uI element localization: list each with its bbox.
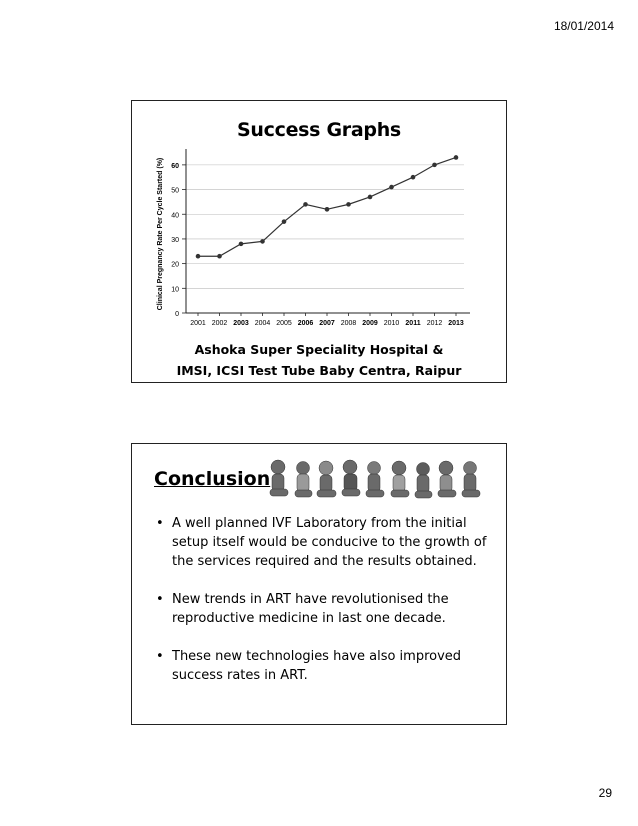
data-point — [303, 202, 308, 207]
x-tick-label: 2008 — [340, 320, 357, 327]
conclusion-bullet-list — [154, 514, 494, 704]
bullet-icon: • — [156, 592, 164, 607]
data-point — [217, 254, 222, 259]
data-point — [260, 239, 265, 244]
x-tick-label: 2003 — [233, 320, 249, 327]
bullet-text: A well planned IVF Laboratory from the initial setup itself would be conducive to the growth of the services required and the results obtained. — [172, 516, 487, 569]
x-tick-label: 2002 — [211, 320, 228, 327]
x-tick-label: 2007 — [319, 320, 335, 327]
bullet-icon: • — [156, 649, 164, 664]
y-tick-label: 50 — [171, 187, 179, 195]
data-point — [282, 219, 287, 224]
slide-title: Conclusion — [154, 468, 271, 490]
x-tick-label: 2010 — [383, 320, 400, 327]
page-number: 29 — [598, 786, 612, 800]
x-tick-label: 2006 — [297, 320, 314, 327]
series-line — [198, 157, 456, 256]
y-tick-label: 20 — [171, 261, 179, 269]
data-point — [239, 242, 244, 247]
slide-conclusion — [131, 443, 507, 725]
caption-line-2: IMSI, ICSI Test Tube Baby Centra, Raipur — [176, 363, 462, 378]
x-tick-label: 2009 — [362, 320, 378, 327]
data-point — [325, 207, 330, 212]
y-tick-label: 10 — [171, 286, 179, 294]
x-tick-label: 2004 — [254, 320, 271, 327]
caption-line-1: Ashoka Super Speciality Hospital & — [194, 342, 444, 357]
y-tick-label: 40 — [171, 212, 179, 220]
list-item — [154, 590, 494, 628]
x-tick-label: 2005 — [276, 320, 292, 327]
data-point — [368, 195, 373, 200]
data-point — [196, 254, 201, 259]
bullet-icon: • — [156, 516, 164, 531]
y-tick-label: 30 — [171, 236, 179, 244]
babies-photo — [260, 457, 496, 503]
success-line-chart — [154, 143, 484, 335]
data-point — [346, 202, 351, 207]
list-item — [154, 514, 494, 571]
x-tick-label: 2001 — [190, 320, 206, 327]
bullet-text: New trends in ART have revolutionised the reproductive medicine in last one decade. — [172, 592, 449, 626]
slide-title: Success Graphs — [237, 119, 401, 141]
data-point — [411, 175, 416, 180]
data-point — [389, 185, 394, 190]
data-point — [432, 163, 437, 168]
x-tick-label: 2012 — [426, 320, 443, 327]
slide-success-graphs — [131, 100, 507, 383]
y-tick-label: 0 — [175, 311, 179, 318]
x-tick-label: 2011 — [405, 320, 421, 327]
header-date: 18/01/2014 — [553, 19, 614, 33]
bullet-text: These new technologies have also improved success rates in ART. — [172, 649, 462, 683]
list-item — [154, 647, 494, 685]
x-tick-label: 2013 — [448, 320, 464, 327]
y-tick-label: 60 — [171, 162, 179, 170]
y-axis-label: Clinical Pregnancy Rate Per Cycle Started (%) — [157, 157, 164, 311]
data-point — [454, 155, 459, 160]
